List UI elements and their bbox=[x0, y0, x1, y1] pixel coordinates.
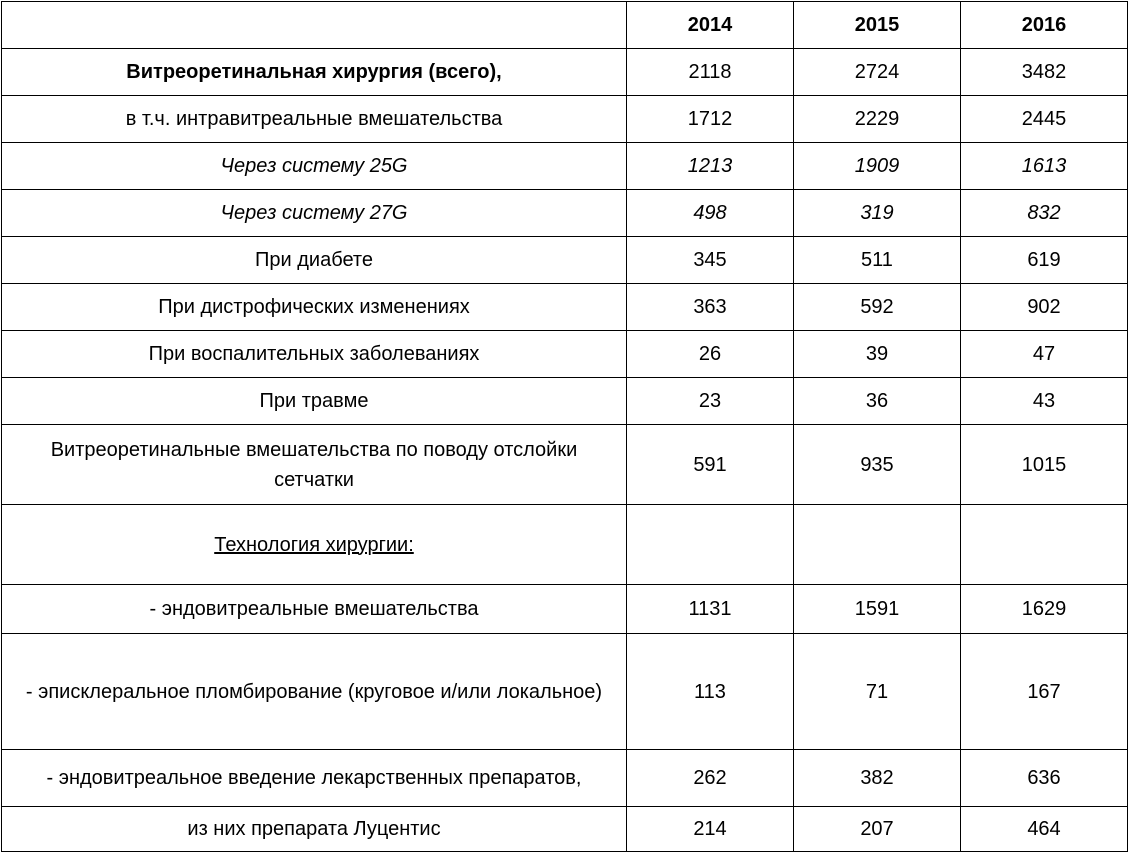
row-label bbox=[2, 750, 627, 807]
row-label-text: При воспалительных заболеваниях bbox=[148, 343, 480, 365]
value-cell-2014: 1131 bbox=[627, 585, 794, 634]
table-row bbox=[2, 378, 1128, 425]
row-label bbox=[2, 807, 627, 852]
row-label-text: Через систему 27G bbox=[220, 202, 408, 224]
row-label-text: Технология хирургии: bbox=[214, 533, 414, 556]
value-cell-2014: 26 bbox=[627, 331, 794, 378]
row-label bbox=[2, 425, 627, 505]
value-cell-2014: 345 bbox=[627, 237, 794, 284]
row-label-text: Витреоретинальные вмешательства по поводу отслойки сетчатки bbox=[50, 438, 578, 491]
value-cell-2015: 511 bbox=[794, 237, 961, 284]
value-cell-2014 bbox=[627, 505, 794, 585]
row-label bbox=[2, 49, 627, 96]
value-cell-2014: 23 bbox=[627, 378, 794, 425]
table-row bbox=[2, 750, 1128, 807]
value-cell-2016: 167 bbox=[961, 634, 1128, 750]
surgery-statistics-table bbox=[1, 1, 1128, 852]
value-cell-2016: 1613 bbox=[961, 143, 1128, 190]
row-label bbox=[2, 96, 627, 143]
value-cell-2015: 2229 bbox=[794, 96, 961, 143]
row-label bbox=[2, 505, 627, 585]
value-cell-2015: 2724 bbox=[794, 49, 961, 96]
value-cell-2015 bbox=[794, 505, 961, 585]
row-label-text: - эндовитреальные вмешательства bbox=[149, 598, 479, 620]
value-cell-2016: 1629 bbox=[961, 585, 1128, 634]
header-row bbox=[2, 2, 1128, 49]
table-row bbox=[2, 284, 1128, 331]
row-label bbox=[2, 585, 627, 634]
table-row bbox=[2, 49, 1128, 96]
row-label-text: в т.ч. интравитреальные вмешательства bbox=[125, 108, 503, 130]
value-cell-2015: 71 bbox=[794, 634, 961, 750]
value-cell-2016: 832 bbox=[961, 190, 1128, 237]
row-label-text: Витреоретинальная хирургия (всего), bbox=[126, 61, 502, 83]
row-label-text: из них препарата Луцентис bbox=[187, 818, 441, 840]
value-cell-2015: 935 bbox=[794, 425, 961, 505]
value-cell-2015: 39 bbox=[794, 331, 961, 378]
header-cell-2014: 2014 bbox=[627, 2, 794, 49]
table-row bbox=[2, 331, 1128, 378]
header-cell-2015: 2015 bbox=[794, 2, 961, 49]
row-label-text: - эндовитреальное введение лекарственных препаратов, bbox=[46, 767, 582, 789]
row-label bbox=[2, 284, 627, 331]
value-cell-2014: 214 bbox=[627, 807, 794, 852]
row-label-text: Через систему 25G bbox=[220, 155, 408, 177]
value-cell-2016: 3482 bbox=[961, 49, 1128, 96]
value-cell-2016: 47 bbox=[961, 331, 1128, 378]
value-cell-2016 bbox=[961, 505, 1128, 585]
value-cell-2014: 498 bbox=[627, 190, 794, 237]
value-cell-2014: 113 bbox=[627, 634, 794, 750]
table-row bbox=[2, 634, 1128, 750]
header-cell-label bbox=[2, 2, 627, 49]
value-cell-2015: 382 bbox=[794, 750, 961, 807]
row-label-text: При травме bbox=[259, 390, 369, 412]
value-cell-2016: 636 bbox=[961, 750, 1128, 807]
value-cell-2014: 2118 bbox=[627, 49, 794, 96]
table-row bbox=[2, 505, 1128, 585]
value-cell-2016: 619 bbox=[961, 237, 1128, 284]
table-row bbox=[2, 237, 1128, 284]
value-cell-2015: 592 bbox=[794, 284, 961, 331]
value-cell-2015: 207 bbox=[794, 807, 961, 852]
value-cell-2014: 591 bbox=[627, 425, 794, 505]
value-cell-2015: 1591 bbox=[794, 585, 961, 634]
value-cell-2016: 464 bbox=[961, 807, 1128, 852]
row-label bbox=[2, 331, 627, 378]
value-cell-2016: 1015 bbox=[961, 425, 1128, 505]
row-label-text: При диабете bbox=[255, 249, 373, 271]
row-label bbox=[2, 237, 627, 284]
value-cell-2015: 36 bbox=[794, 378, 961, 425]
row-label bbox=[2, 378, 627, 425]
value-cell-2014: 363 bbox=[627, 284, 794, 331]
table-row bbox=[2, 96, 1128, 143]
header-cell-2016: 2016 bbox=[961, 2, 1128, 49]
row-label-text: При дистрофических изменениях bbox=[158, 296, 470, 318]
row-label-text: - эписклеральное пломбирование (круговое и/или локальное) bbox=[25, 680, 603, 703]
row-label bbox=[2, 190, 627, 237]
table-row bbox=[2, 585, 1128, 634]
table-row bbox=[2, 807, 1128, 852]
value-cell-2014: 262 bbox=[627, 750, 794, 807]
row-label bbox=[2, 634, 627, 750]
table-row bbox=[2, 143, 1128, 190]
value-cell-2016: 902 bbox=[961, 284, 1128, 331]
value-cell-2015: 319 bbox=[794, 190, 961, 237]
value-cell-2015: 1909 bbox=[794, 143, 961, 190]
value-cell-2016: 2445 bbox=[961, 96, 1128, 143]
table-row bbox=[2, 425, 1128, 505]
row-label bbox=[2, 143, 627, 190]
value-cell-2016: 43 bbox=[961, 378, 1128, 425]
value-cell-2014: 1712 bbox=[627, 96, 794, 143]
value-cell-2014: 1213 bbox=[627, 143, 794, 190]
table-row bbox=[2, 190, 1128, 237]
